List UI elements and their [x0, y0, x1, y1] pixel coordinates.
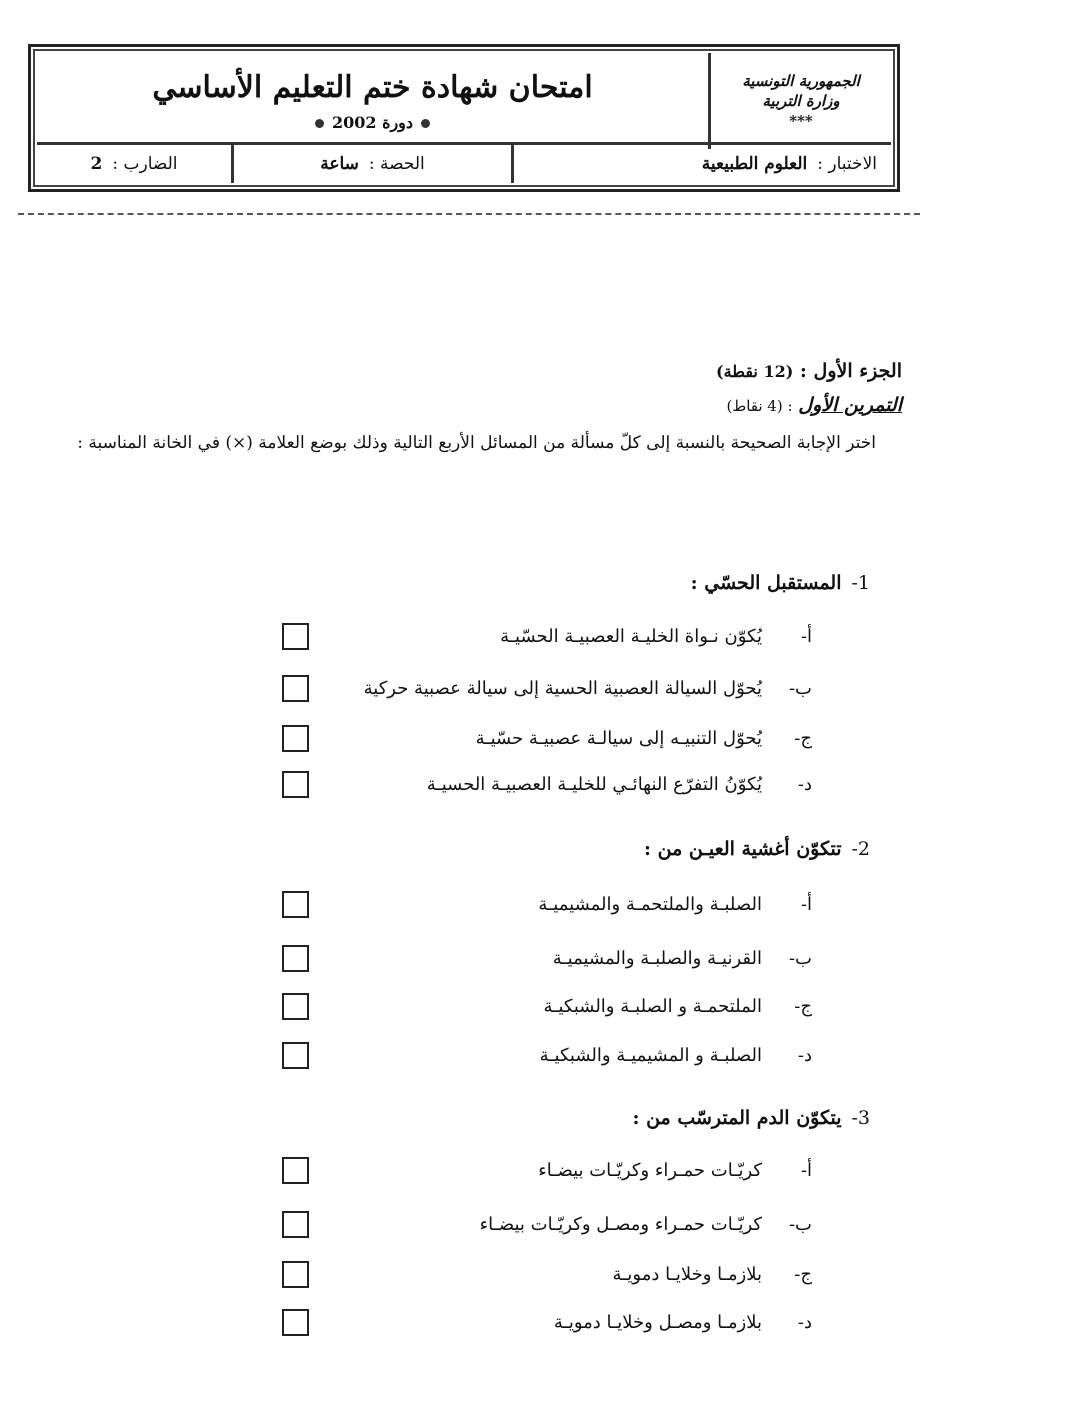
option-row	[282, 1257, 812, 1291]
coefficient-value: 2	[90, 154, 103, 174]
answer-checkbox[interactable]	[282, 891, 309, 918]
ministry-stars: ***	[789, 112, 813, 130]
option-letter: ب-	[788, 677, 812, 699]
option-text: يُحوّل السيالة العصبية الحسية إلى سيالة عصبية حركية	[363, 677, 762, 699]
answer-checkbox[interactable]	[282, 1211, 309, 1238]
bullet-icon	[315, 119, 324, 128]
option-row	[282, 887, 812, 921]
question-text: تتكوّن أغشية العيـن من :	[644, 838, 842, 860]
answer-checkbox[interactable]	[282, 623, 309, 650]
option-row	[282, 1207, 812, 1241]
answer-checkbox[interactable]	[282, 993, 309, 1020]
exam-session	[307, 113, 438, 132]
option-letter: أ-	[800, 625, 812, 647]
question-text: يتكوّن الدم المترسّب من :	[632, 1107, 842, 1129]
exercise-title: التمرين الأول	[798, 394, 902, 416]
bullet-icon	[421, 119, 430, 128]
option-letter: ب-	[788, 1213, 812, 1235]
answer-checkbox[interactable]	[282, 945, 309, 972]
option-letter: د-	[797, 1044, 812, 1066]
subject-value: العلوم الطبيعية	[701, 154, 808, 174]
title-block	[37, 53, 708, 149]
question-number: 3-	[851, 1107, 870, 1129]
answer-checkbox[interactable]	[282, 675, 309, 702]
subject-cell	[511, 145, 891, 183]
instruction-text: اختر الإجابة الصحيحة بالنسبة إلى كلّ مسألة من المسائل الأربع التالية وذلك بوضع العلامة (×) في الخانة المناسبة :	[77, 433, 876, 453]
option-text: الصلبـة والملتحمـة والمشيميـة	[538, 893, 762, 915]
option-row	[282, 1153, 812, 1187]
ministry-name: وزارة التربية	[762, 92, 840, 110]
intro-section	[42, 360, 902, 458]
duration-cell	[231, 145, 511, 183]
option-row	[282, 671, 812, 705]
option-letter: ج-	[794, 1263, 812, 1285]
duration-label: الحصة :	[368, 154, 425, 174]
part-title: الجزء الأول :	[799, 360, 902, 382]
option-letter: أ-	[800, 893, 812, 915]
option-row	[282, 721, 812, 755]
option-row	[282, 619, 812, 653]
answer-checkbox[interactable]	[282, 1309, 309, 1336]
option-row	[282, 989, 812, 1023]
coefficient-cell	[37, 145, 231, 183]
option-row	[282, 1305, 812, 1339]
answer-checkbox[interactable]	[282, 1042, 309, 1069]
coefficient-label: الضارب :	[112, 154, 178, 174]
question-text: المستقبل الحسّي :	[690, 572, 842, 594]
answer-checkbox[interactable]	[282, 771, 309, 798]
option-letter: أ-	[800, 1159, 812, 1181]
header-top-row	[37, 53, 891, 149]
option-text: بلازمـا ومصـل وخلايـا دمويـة	[553, 1311, 762, 1333]
question-2	[644, 838, 870, 860]
option-text: القرنيـة والصلبـة والمشيميـة	[552, 947, 762, 969]
option-row	[282, 767, 812, 801]
exam-title: امتحان شهادة ختم التعليم الأساسي	[152, 70, 593, 105]
option-text: يُكوّن نـواة الخليـة العصبيـة الحسّيـة	[500, 625, 762, 647]
subject-label: الاختبار :	[817, 154, 877, 174]
question-number: 2-	[851, 838, 870, 860]
option-letter: د-	[797, 773, 812, 795]
option-letter: ج-	[794, 995, 812, 1017]
option-letter: ج-	[794, 727, 812, 749]
answer-checkbox[interactable]	[282, 725, 309, 752]
ministry-block	[708, 53, 891, 149]
question-3	[632, 1107, 870, 1129]
session-text: دورة 2002	[331, 113, 414, 132]
option-text: يُكوّنُ التفرّع النهائـي للخليـة العصبيـة الحسيـة	[426, 773, 762, 795]
duration-value: ساعة	[320, 154, 359, 174]
answer-checkbox[interactable]	[282, 1261, 309, 1288]
exercise-points: : (4 نقاط)	[726, 397, 793, 415]
option-text: بلازمـا وخلايـا دمويـة	[612, 1263, 762, 1285]
option-row	[282, 1038, 812, 1072]
part-heading	[42, 360, 902, 382]
exercise-heading	[42, 394, 902, 416]
exam-header	[28, 44, 900, 192]
part-points: (12 نقطة)	[716, 362, 794, 381]
republic-name: الجمهورية التونسية	[742, 72, 860, 90]
answer-checkbox[interactable]	[282, 1157, 309, 1184]
option-text: كريّـات حمـراء ومصـل وكريّـات بيضـاء	[479, 1213, 762, 1235]
question-number: 1-	[851, 572, 870, 594]
option-letter: ب-	[788, 947, 812, 969]
dashed-divider	[18, 213, 920, 215]
option-text: يُحوّل التنبيـه إلى سيالـة عصبيـة حسّيـة	[475, 727, 762, 749]
option-text: الصلبـة و المشيميـة والشبكيـة	[539, 1044, 762, 1066]
option-row	[282, 941, 812, 975]
option-text: كريّـات حمـراء وكريّـات بيضـاء	[538, 1159, 762, 1181]
header-info-row	[37, 142, 891, 183]
option-text: الملتحمـة و الصلبـة والشبكيـة	[543, 995, 762, 1017]
question-1	[691, 572, 870, 594]
option-letter: د-	[797, 1311, 812, 1333]
